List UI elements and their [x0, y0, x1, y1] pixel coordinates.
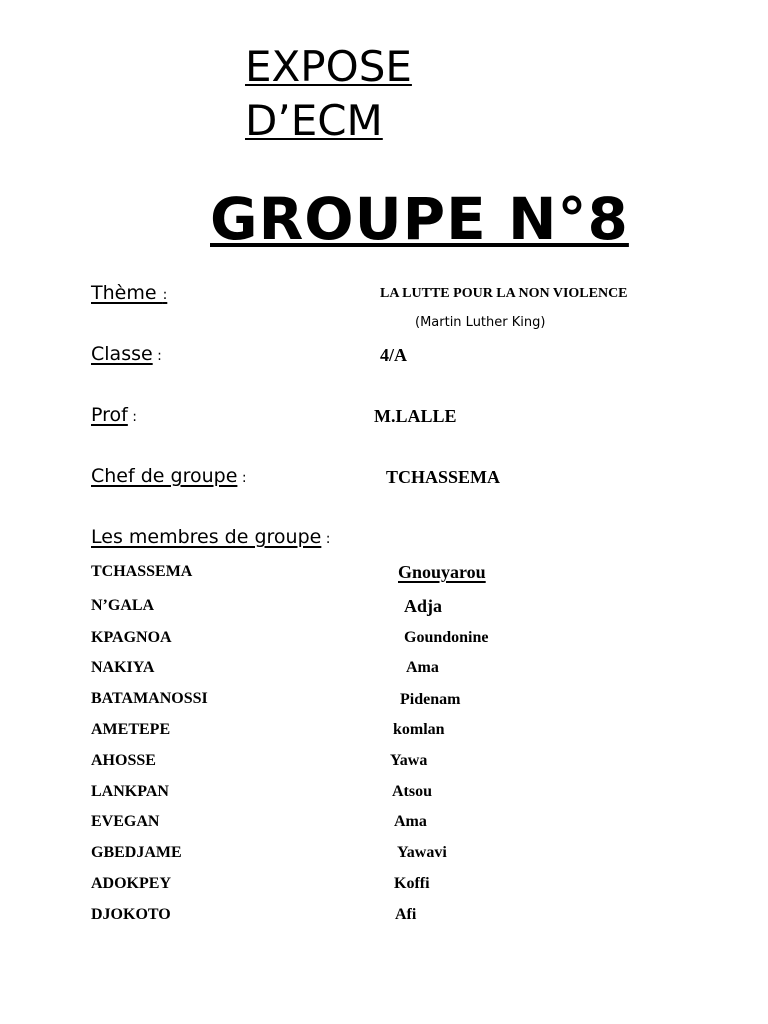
member-first-name: Adja [404, 596, 443, 616]
member-first-name: Goundonine [404, 629, 489, 646]
member-first-name: komlan [393, 721, 445, 738]
member-last-name: GBEDJAME [91, 844, 182, 861]
members-colon: : [321, 531, 331, 547]
member-last-name: TCHASSEMA [91, 563, 193, 580]
chef-value: TCHASSEMA [386, 467, 501, 487]
member-first-name: Gnouyarou [398, 562, 486, 582]
chef-label-row [91, 467, 247, 486]
member-first-name: Afi [395, 906, 417, 923]
chef-colon: : [237, 470, 247, 486]
member-first-name: Pidenam [400, 691, 461, 708]
member-last-name: KPAGNOA [91, 629, 172, 646]
member-last-name: EVEGAN [91, 813, 160, 830]
member-first-name: Yawavi [397, 844, 447, 861]
theme-value: LA LUTTE POUR LA NON VIOLENCE [380, 286, 628, 301]
prof-label: Prof [91, 404, 128, 426]
member-last-name: DJOKOTO [91, 906, 171, 923]
member-first-name: Ama [406, 659, 439, 676]
theme-label: Thème [91, 282, 163, 304]
member-first-name: Ama [394, 813, 427, 830]
classe-label: Classe [91, 343, 153, 365]
member-first-name: Koffi [394, 875, 430, 892]
theme-label-row [91, 284, 167, 303]
member-last-name: NAKIYA [91, 659, 155, 676]
member-first-name: Yawa [390, 752, 428, 769]
title-line-1: EXPOSE [245, 42, 412, 91]
member-last-name: BATAMANOSSI [91, 690, 208, 707]
member-last-name: ADOKPEY [91, 875, 171, 892]
classe-value: 4/A [380, 345, 407, 365]
classe-colon: : [152, 348, 162, 364]
chef-label: Chef de groupe [91, 465, 238, 487]
group-heading: GROUPE N°8 [210, 185, 629, 253]
classe-label-row [91, 345, 162, 364]
member-last-name: AHOSSE [91, 752, 156, 769]
prof-colon: : [127, 409, 138, 425]
member-last-name: LANKPAN [91, 783, 169, 800]
theme-subvalue: (Martin Luther King) [415, 315, 546, 330]
prof-label-row [91, 406, 137, 425]
members-label: Les membres de groupe [91, 526, 322, 548]
title-line-2: D’ECM [245, 96, 383, 145]
members-label-row [91, 528, 331, 547]
theme-colon: : [162, 287, 168, 303]
member-last-name: AMETEPE [91, 721, 171, 738]
prof-value: M.LALLE [374, 406, 457, 426]
member-first-name: Atsou [392, 783, 433, 800]
member-last-name: N’GALA [91, 597, 155, 614]
